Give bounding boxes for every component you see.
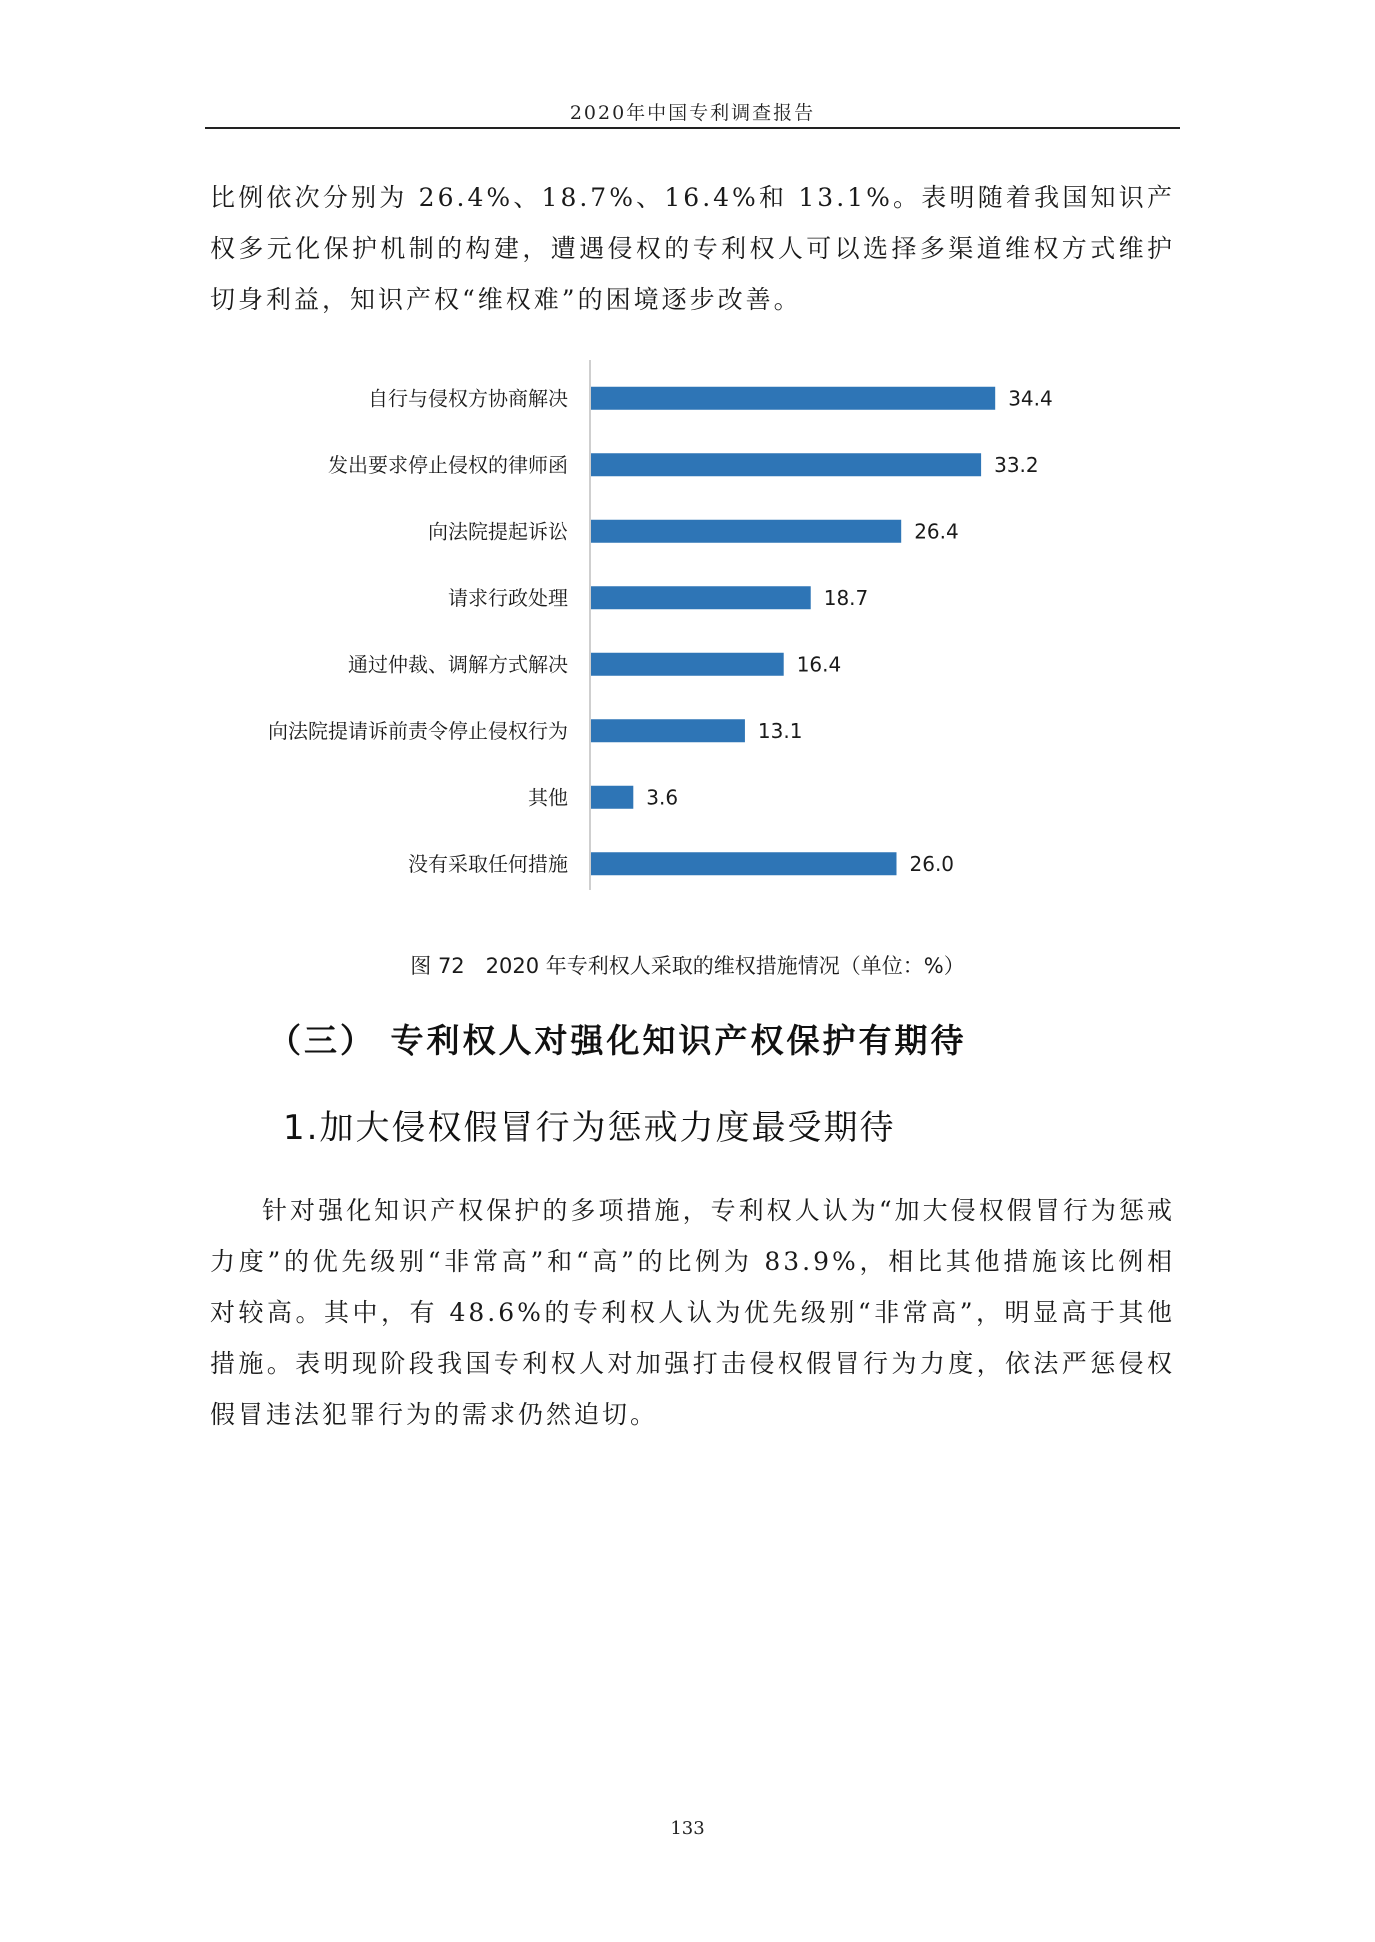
bar-chart [200,360,1100,890]
value-label: 3.6 [646,785,679,810]
category-label: 其他 [528,785,568,810]
category-label: 向法院提起诉讼 [428,519,568,544]
bar [591,387,995,410]
page-number: 133 [670,1818,705,1839]
bar [591,719,745,742]
category-label: 没有采取任何措施 [408,851,568,876]
bar-chart-svg [200,360,1100,890]
bar [591,586,811,609]
value-label: 34.4 [1008,386,1053,411]
page-header: 2020年中国专利调查报告 [569,102,816,124]
category-label: 向法院提请诉前责令停止侵权行为 [268,718,568,743]
figure-caption: 图 72 2020 年专利权人采取的维权措施情况（单位：%） [410,954,965,978]
value-label: 18.7 [823,585,869,610]
bar [591,453,981,476]
value-label: 33.2 [994,452,1039,477]
paragraph-body: 针对强化知识产权保护的多项措施，专利权人认为“加大侵权假冒行为惩戒力度”的优先级别“非常高”和“高”的比例为 83.9%，相比其他措施该比例相对较高。其中，有 48.6%的专利权人认为优先级别“非常高”，明显高于其他措施。表明现阶段我国专利权人对加强打击侵权假冒行为力度，依法严惩侵权假冒违法犯罪行为的需求仍然迫切。 [210,1196,1175,1429]
header-rule [205,127,1180,129]
bar [591,852,897,875]
category-label: 发出要求停止侵权的律师函 [328,452,568,477]
chart-bars [268,360,1053,890]
bar [591,786,633,809]
bar [591,653,784,676]
category-label: 通过仲裁、调解方式解决 [348,652,568,677]
value-label: 26.4 [914,519,959,544]
category-label: 自行与侵权方协商解决 [368,386,568,411]
subsection-heading: 1.加大侵权假冒行为惩戒力度最受期待 [283,1108,896,1148]
paragraph-intro: 比例依次分别为 26.4%、18.7%、16.4%和 13.1%。表明随着我国知识产权多元化保护机制的构建，遭遇侵权的专利权人可以选择多渠道维权方式维护切身利益，知识产权“维权难”的困境逐步改善。 [210,183,1175,314]
section-heading: （三） 专利权人对强化知识产权保护有期待 [268,1021,967,1060]
category-label: 请求行政处理 [448,585,568,610]
value-label: 16.4 [796,652,842,677]
value-label: 26.0 [909,851,955,876]
value-label: 13.1 [757,718,803,743]
bar [591,520,901,543]
